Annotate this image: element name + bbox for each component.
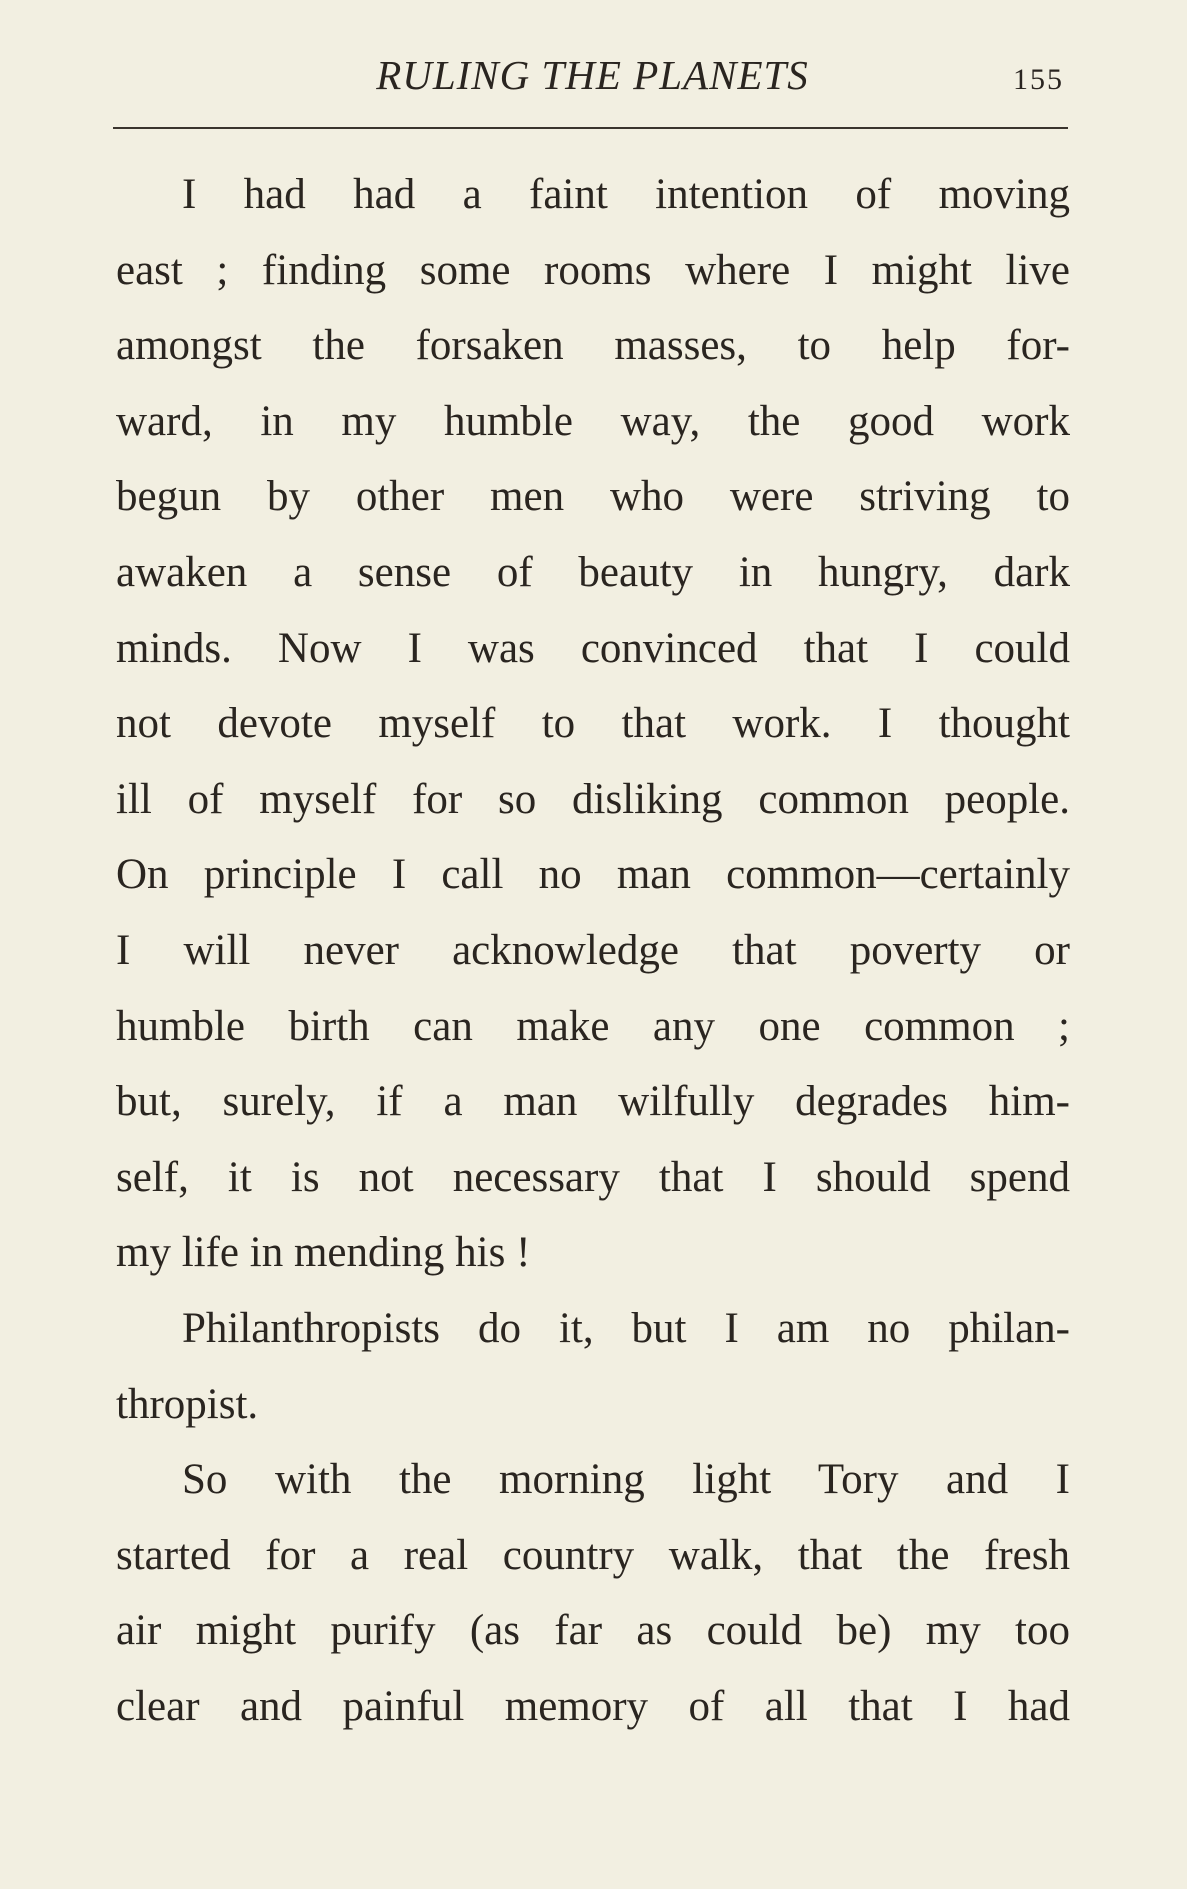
- text-line-21: clear and painful memory of all that I had: [116, 1682, 1070, 1730]
- text-line-15: my life in mending his !: [116, 1229, 531, 1277]
- text-line-8: not devote myself to that work. I thought: [116, 700, 1070, 748]
- body-text: [116, 157, 1070, 1744]
- text-line-14: self, it is not necessary that I should spend: [116, 1153, 1070, 1201]
- text-line-12: humble birth can make any one common ;: [116, 1002, 1070, 1050]
- text-line-3: amongst the forsaken masses, to help for-: [116, 322, 1070, 370]
- text-line-19: started for a real country walk, that the fresh: [116, 1531, 1070, 1579]
- text-line-17: thropist.: [116, 1380, 259, 1428]
- text-line-20: air might purify (as far as could be) my too: [116, 1607, 1070, 1655]
- text-line-13: but, surely, if a man wilfully degrades him-: [116, 1078, 1070, 1126]
- text-line-5: begun by other men who were striving to: [116, 473, 1070, 521]
- text-line-2: east ; finding some rooms where I might live: [116, 246, 1070, 294]
- text-line-7: minds. Now I was convinced that I could: [116, 624, 1070, 672]
- text-line-18: So with the morning light Tory and I: [182, 1456, 1070, 1504]
- header-divider: [113, 127, 1068, 129]
- text-line-10: On principle I call no man common—certainly: [116, 851, 1070, 899]
- text-line-6: awaken a sense of beauty in hungry, dark: [116, 548, 1070, 596]
- text-line-4: ward, in my humble way, the good work: [116, 397, 1070, 445]
- running-title: RULING THE PLANETS: [376, 52, 809, 98]
- text-line-9: ill of myself for so disliking common people.: [116, 775, 1070, 823]
- text-line-16: Philanthropists do it, but I am no philan-: [182, 1304, 1070, 1352]
- page-number: 155: [1013, 63, 1064, 96]
- running-head: [115, 45, 1070, 105]
- text-line-11: I will never acknowledge that poverty or: [116, 926, 1070, 974]
- text-line-1: I had had a faint intention of moving: [182, 171, 1070, 218]
